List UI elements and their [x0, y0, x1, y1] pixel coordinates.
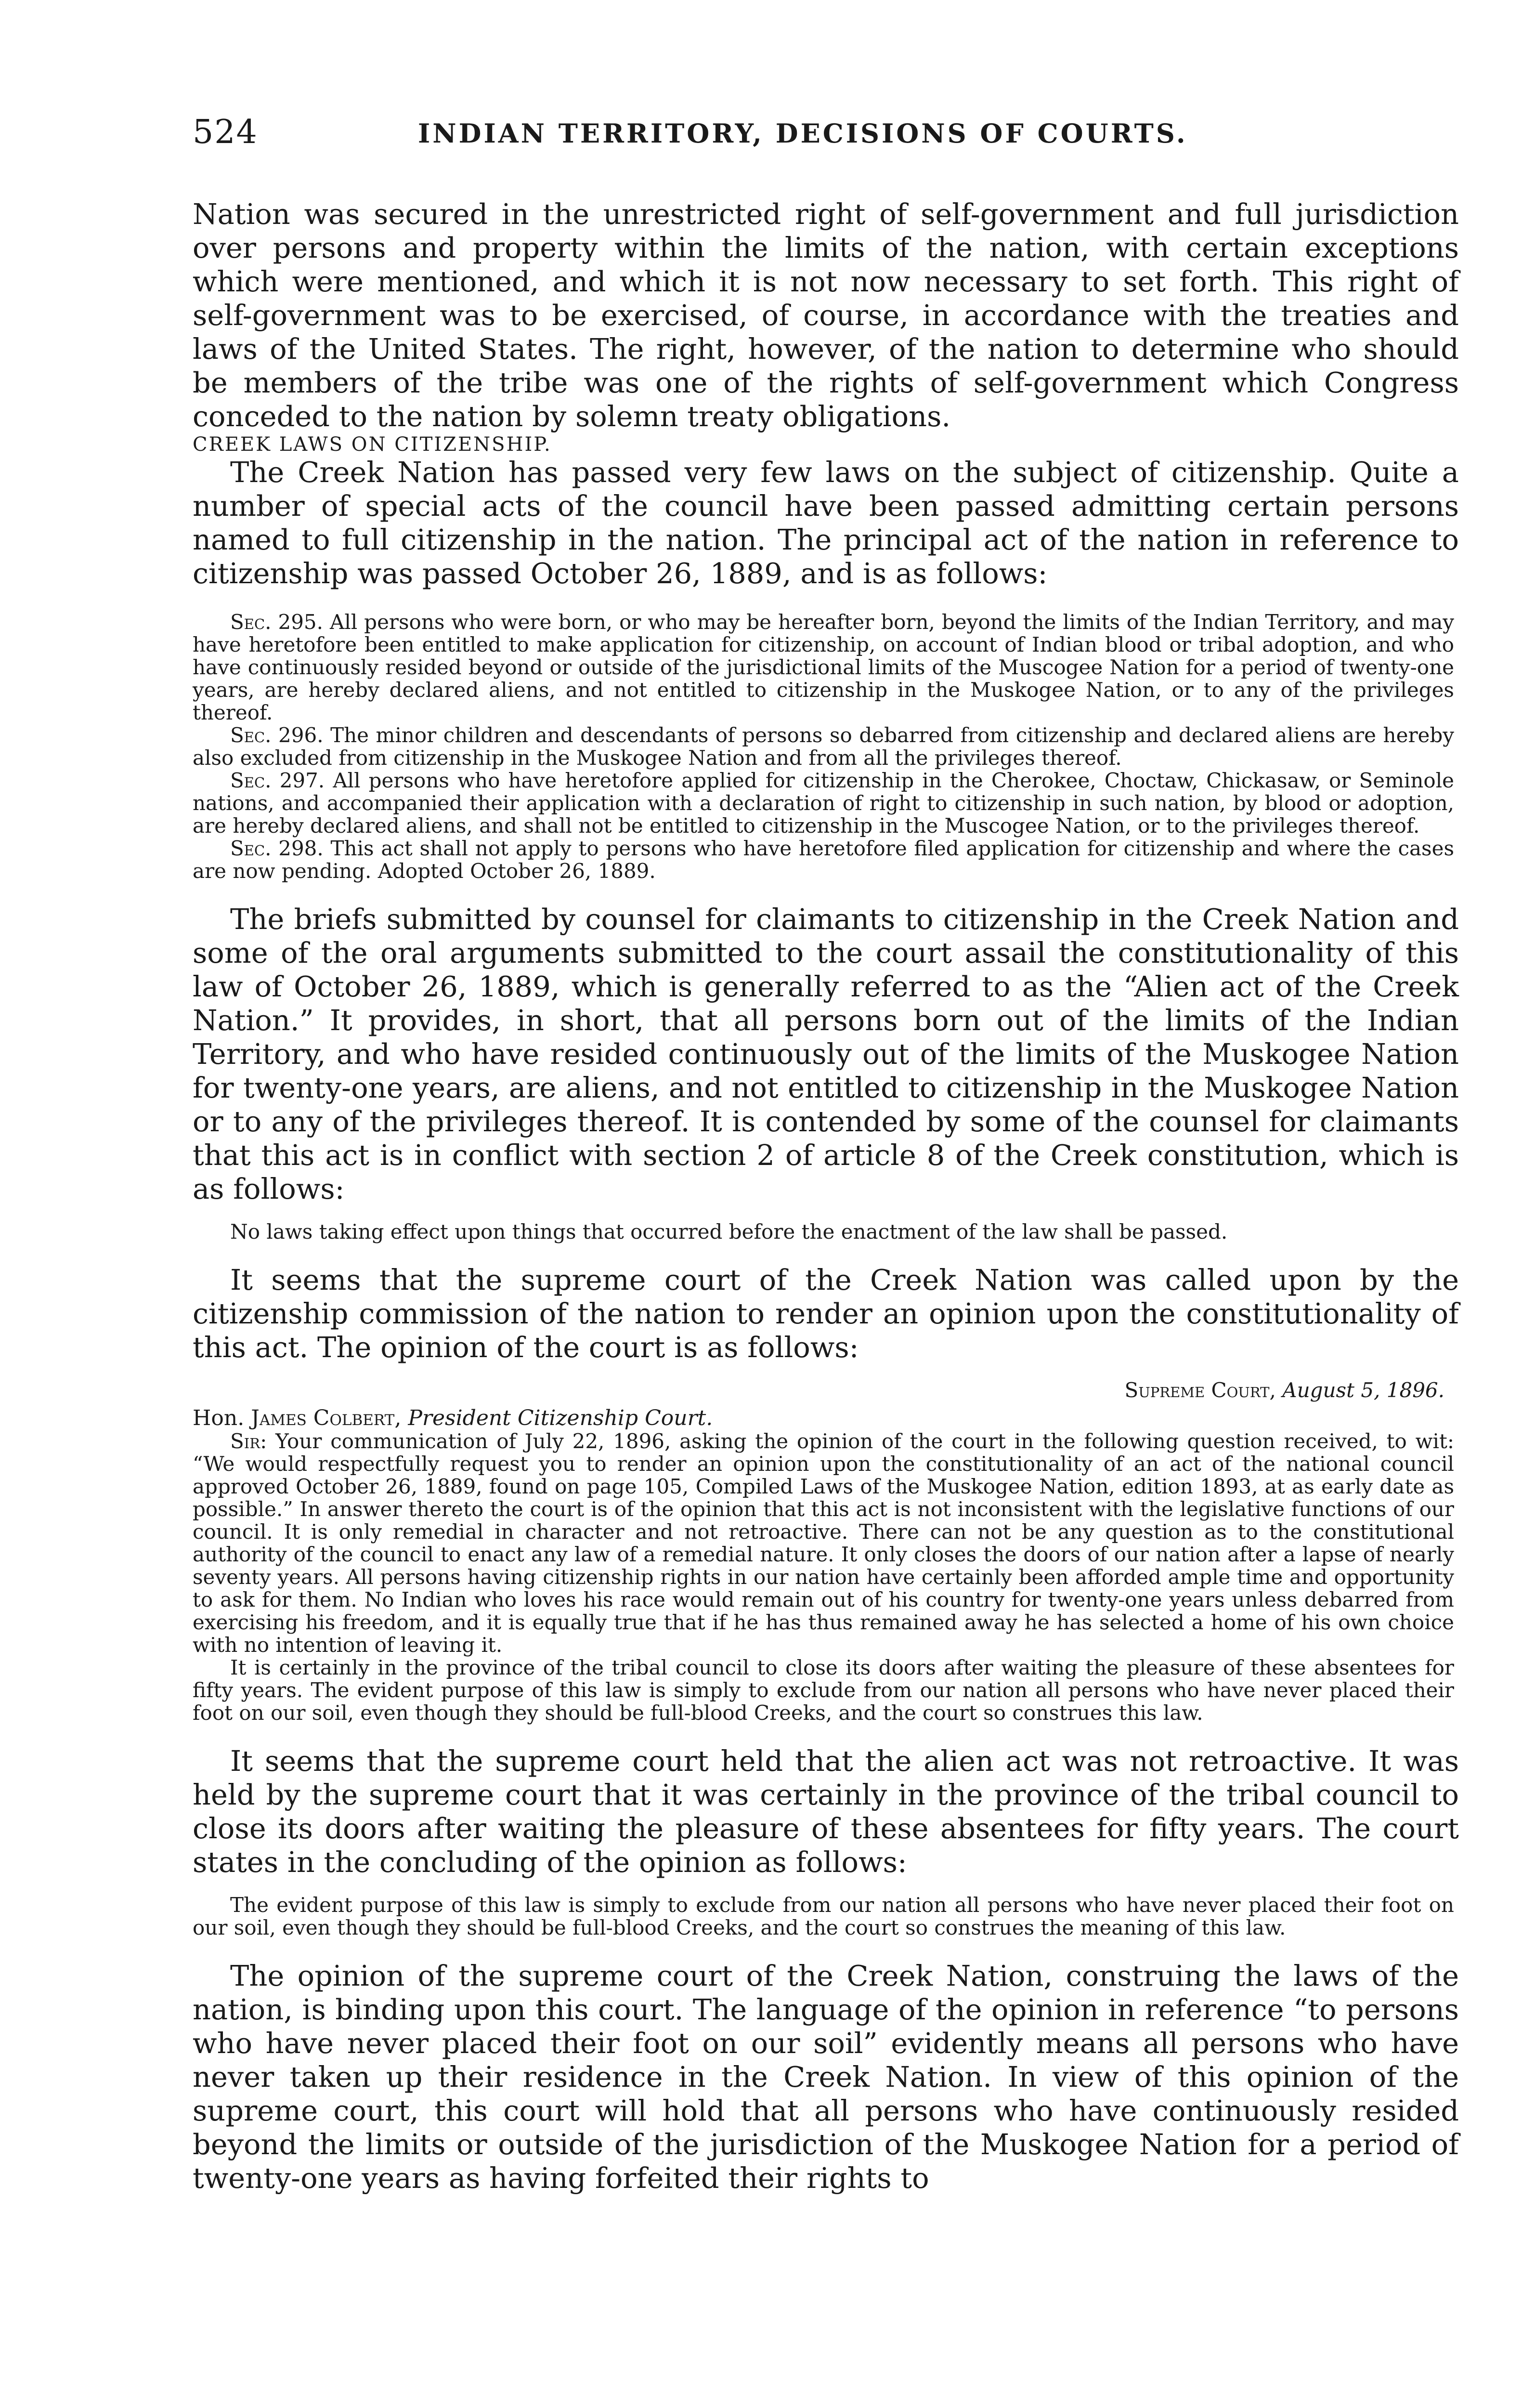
- document-page: [193, 0, 1459, 2408]
- running-head: INDIAN TERRITORY, DECISIONS OF COURTS.: [418, 118, 1188, 149]
- letter-addressee: [193, 1407, 1459, 1430]
- statute-section-297: [193, 769, 1459, 837]
- page-header: [193, 113, 1459, 157]
- paragraph-opinion-binding: The opinion of the supreme court of the Creek Nation, construing the laws of the nation, is binding upon this court. The language of the opinion in reference “to persons who have never placed their foot on our soil” evidently means all persons who have never taken up their residence in the Creek Nation. In view of this opinion of the supreme court, this court will hold that all persons who have continuously resided beyond the limits or outside of the jurisdiction of the Muskogee Nation for a period of twenty-one years as having forfeited their rights to: [193, 1959, 1459, 2195]
- section-label: Sec. 295.: [230, 610, 323, 634]
- addressee-title: President Citizenship Court.: [408, 1406, 713, 1430]
- paragraph-creek-laws: The Creek Nation has passed very few laws on the subject of citizenship. Quite a number of special acts of the council have been passed admitting certain persons named to full citizenship in the nation. The principal act of the nation in reference to citizenship was passed October 26, 1889, and is as follows:: [193, 456, 1459, 590]
- paragraph-briefs: The briefs submitted by counsel for claimants to citizenship in the Creek Nation and some of the oral arguments submitted to the court assail the constitutionality of this law of October 26, 1889, which is generally referred to as the “Alien act of the Creek Nation.” It provides, in short, that all persons born out of the limits of the Indian Territory, and who have resided continuously out of the limits of the Muskogee Nation for twenty-one years, are aliens, and not entitled to citizenship in the Muskogee Nation or to any of the privileges thereof. It is contended by some of the counsel for claimants that this act is in conflict with section 2 of article 8 of the Creek constitution, which is as follows:: [193, 903, 1459, 1205]
- paragraph-supreme-court: It seems that the supreme court of the Creek Nation was called upon by the citizenship commission of the nation to render an opinion upon the constitutionality of this act. The opinion of the court is as follows:: [193, 1263, 1459, 1364]
- statute-section-295: [193, 611, 1459, 724]
- section-label: Sec. 298.: [230, 837, 324, 860]
- addressee-name: James Colbert,: [251, 1406, 402, 1430]
- section-label: Sec. 296.: [230, 723, 324, 747]
- paragraph-self-government: Nation was secured in the unrestricted right of self-government and full jurisdiction over persons and property within the limits of the nation, with certain exceptions which were mentioned, and which it is not now necessary to set forth. This right of self-government was to be exercised, of course, in accordance with the treaties and laws of the United States. The right, however, of the nation to determine who should be members of the tribe was one of the rights of self-government which Congress conceded to the nation by solemn treaty obligations.: [193, 197, 1459, 433]
- section-heading: CREEK LAWS ON CITIZENSHIP.: [193, 433, 552, 456]
- section-text: All persons who were born, or who may be hereafter born, beyond the limits of the Indian Territory, and may have heretofore been entitled to make application for citizenship, on account of Indian blood or tribal adoption, and who have continuously resided beyond or outside of the jurisdictional limits of the Muscogee Nation for a period of twenty-one years, are hereby declared aliens, and not entitled to citizenship in the Muskogee Nation, or to any of the privileges thereof.: [193, 610, 1455, 724]
- dateline-date: August 5, 1896.: [1282, 1378, 1444, 1402]
- letter-salutation: Sir:: [230, 1429, 267, 1453]
- letter-paragraph-1: [193, 1430, 1459, 1656]
- dateline-court: Supreme Court,: [1124, 1378, 1276, 1402]
- letter-paragraph-2: It is certainly in the province of the tribal council to close its doors after waiting the pleasure of these absentees for fifty years. The evident purpose of this law is simply to exclude from our nation all persons who have never placed their foot on our soil, even though they should be full-blood Creeks, and the court so construes this law.: [193, 1656, 1454, 1725]
- section-label: Sec. 297.: [230, 769, 325, 792]
- statute-section-298: [193, 837, 1459, 882]
- letter-text: Your communication of July 22, 1896, asking the opinion of the court in the following question received, to wit: “We would respectfully request you to render an opinion upon the constitutionality of an act of the national council approved October 26, 1889, found on page 105, Compiled Laws of the Muskogee Nation, edition 1893, at as early date as possible.” In answer thereto the court is of the opinion that this act is not inconsistent with the legislative functions of our council. It is only remedial in character and not retroactive. There can not be any question as to the constitutional authority of the council to enact any law of a remedial nature. It only closes the doors of our nation after a lapse of nearly seventy years. All persons having citizenship rights in our nation have certainly been afforded ample time and opportunity to ask for them. No Indian who loves his race would remain out of his country for twenty-one years unless debarred from exercising his freedom, and it is equally true that if he has thus remained away he has selected a home of his own choice with no intention of leaving it.: [193, 1429, 1454, 1657]
- section-text: This act shall not apply to persons who have heretofore filed application for citizenship and where the cases are now pending. Adopted October 26, 1889.: [193, 837, 1454, 883]
- paragraph-alien-act: It seems that the supreme court held that the alien act was not retroactive. It was held by the supreme court that it was certainly in the province of the tribal council to close its doors after waiting the pleasure of these absentees for fifty years. The court states in the concluding of the opinion as follows:: [193, 1744, 1459, 1879]
- section-text: The minor children and descendants of persons so debarred from citizenship and declared aliens are hereby also excluded from citizenship in the Muskogee Nation and from all the privileges thereof.: [193, 723, 1454, 770]
- quote-constitution: No laws taking effect upon things that occurred before the enactment of the law shall be passed.: [230, 1220, 1228, 1243]
- addressee-prefix: Hon.: [193, 1406, 245, 1430]
- page-body: [193, 197, 1459, 2195]
- quote-evident-purpose: The evident purpose of this law is simply to exclude from our nation all persons who have never placed their foot on our soil, even though they should be full-blood Creeks, and the court so construes the meaning of this law.: [193, 1893, 1454, 1939]
- section-text: All persons who have heretofore applied for citizenship in the Cherokee, Choctaw, Chickasaw, or Seminole nations, and accompanied their application with a declaration of right to citizenship in such nation, by blood or adoption, are hereby declared aliens, and shall not be entitled to citizenship in the Muscogee Nation, or to the privileges thereof.: [193, 769, 1454, 838]
- letter-dateline: [193, 1379, 1459, 1402]
- statute-section-296: [193, 724, 1459, 769]
- page-number: 524: [193, 113, 258, 151]
